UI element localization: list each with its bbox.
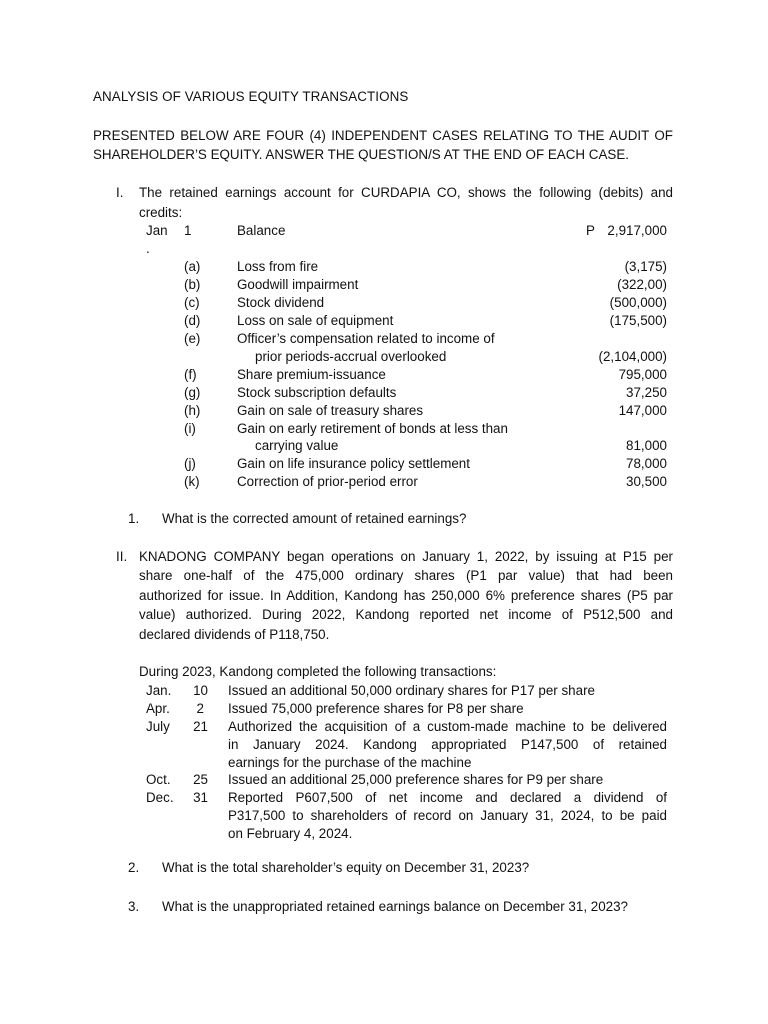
item-label: Stock dividend — [237, 295, 325, 310]
item-label: Gain on early retirement of bonds at less than — [237, 421, 508, 436]
item-amount: 30,500 — [626, 474, 667, 489]
question-number: 2. — [128, 860, 140, 875]
item-amount: 795,000 — [618, 367, 667, 382]
transaction-month: Jan. — [146, 683, 172, 698]
item-amount: (3,175) — [624, 259, 667, 274]
intro-line-2: SHAREHOLDER’S EQUITY. ANSWER THE QUESTION/S AT THE END OF EACH CASE. — [93, 147, 629, 162]
question-number: 1. — [128, 511, 140, 526]
item-label: Stock subscription defaults — [237, 385, 397, 400]
transaction-month: July — [146, 719, 170, 734]
item-label-continued: prior periods-accrual overlooked — [255, 349, 447, 364]
transaction-line: on February 4, 2024. — [228, 826, 353, 841]
item-label: Loss on sale of equipment — [237, 313, 394, 328]
case-2-numeral: II. — [116, 549, 128, 564]
item-letter: (e) — [184, 331, 201, 346]
intro-line-1: PRESENTED BELOW ARE FOUR (4) INDEPENDENT CASES RELATING TO THE AUDIT OF — [93, 128, 673, 143]
case-1-numeral: I. — [116, 185, 124, 200]
opening-amount: 2,917,000 — [607, 223, 667, 238]
transaction-line: Reported P607,500 of net income and declared a dividend of — [228, 790, 667, 805]
item-label: Share premium-issuance — [237, 367, 386, 382]
item-amount: 37,250 — [626, 385, 667, 400]
transaction-day: 31 — [193, 790, 208, 805]
opening-dot: . — [146, 241, 150, 256]
item-amount: (322,00) — [617, 277, 667, 292]
document-title: ANALYSIS OF VARIOUS EQUITY TRANSACTIONS — [93, 89, 409, 104]
case-2-para-line: KNADONG COMPANY began operations on January 1, 2022, by issuing at P15 per — [139, 549, 673, 564]
case-1-intro-line-1: The retained earnings account for CURDAPIA CO, shows the following (debits) and — [139, 185, 673, 200]
case-2-para-line: share one-half of the 475,000 ordinary shares (P1 par value) that had been — [139, 568, 673, 583]
item-letter: (g) — [184, 385, 201, 400]
opening-day: 1 — [184, 223, 192, 238]
item-label: Gain on sale of treasury shares — [237, 403, 424, 418]
transaction-day: 25 — [193, 772, 208, 787]
transaction-line: Issued an additional 50,000 ordinary shares for P17 per share — [228, 683, 595, 698]
opening-currency: P — [586, 223, 595, 238]
question-text: What is the corrected amount of retained earnings? — [162, 511, 467, 526]
question-text: What is the total shareholder’s equity on December 31, 2023? — [162, 860, 530, 875]
transaction-day: 10 — [193, 683, 208, 698]
transaction-line: in January 2024. Kandong appropriated P147,500 of retained — [228, 737, 667, 752]
item-label: Officer’s compensation related to income of — [237, 331, 495, 346]
item-amount: 147,000 — [618, 403, 667, 418]
case-1-intro-line-2: credits: — [139, 205, 183, 220]
transaction-line: earnings for the purchase of the machine — [228, 755, 472, 770]
transaction-day: 2 — [196, 701, 204, 716]
opening-label: Balance — [237, 223, 286, 238]
item-amount: 81,000 — [626, 438, 667, 453]
transaction-line: Authorized the acquisition of a custom-made machine to be delivered — [228, 719, 667, 734]
item-letter: (a) — [184, 259, 201, 274]
question-number: 3. — [128, 899, 140, 914]
transaction-month: Dec. — [146, 790, 174, 805]
transactions-intro: During 2023, Kandong completed the following transactions: — [139, 664, 497, 679]
item-label: Loss from fire — [237, 259, 319, 274]
transaction-line: Issued 75,000 preference shares for P8 per share — [228, 701, 524, 716]
transaction-day: 21 — [193, 719, 208, 734]
item-label-continued: carrying value — [255, 438, 339, 453]
item-letter: (b) — [184, 277, 201, 292]
case-2-para-line: declared dividends of P118,750. — [139, 627, 330, 642]
item-letter: (k) — [184, 474, 200, 489]
item-label: Goodwill impairment — [237, 277, 359, 292]
item-letter: (c) — [184, 295, 200, 310]
item-amount: (2,104,000) — [598, 349, 667, 364]
item-amount: (500,000) — [609, 295, 667, 310]
transaction-line: P317,500 to shareholders of record on January 31, 2024, to be paid — [228, 808, 667, 823]
item-amount: (175,500) — [609, 313, 667, 328]
opening-month: Jan — [146, 223, 168, 238]
transaction-month: Apr. — [146, 701, 170, 716]
item-letter: (j) — [184, 456, 196, 471]
item-label: Correction of prior-period error — [237, 474, 418, 489]
case-2-para-line: authorized for issue. In Addition, Kandong has 250,000 6% preference shares (P5 par — [139, 588, 673, 603]
item-label: Gain on life insurance policy settlement — [237, 456, 470, 471]
item-letter: (f) — [184, 367, 197, 382]
question-text: What is the unappropriated retained earnings balance on December 31, 2023? — [162, 899, 629, 914]
item-amount: 78,000 — [626, 456, 667, 471]
item-letter: (h) — [184, 403, 201, 418]
transaction-line: Issued an additional 25,000 preference shares for P9 per share — [228, 772, 604, 787]
transaction-month: Oct. — [146, 772, 171, 787]
case-2-para-line: value) authorized. During 2022, Kandong reported net income of P512,500 and — [139, 607, 673, 622]
item-letter: (d) — [184, 313, 201, 328]
item-letter: (i) — [184, 421, 196, 436]
